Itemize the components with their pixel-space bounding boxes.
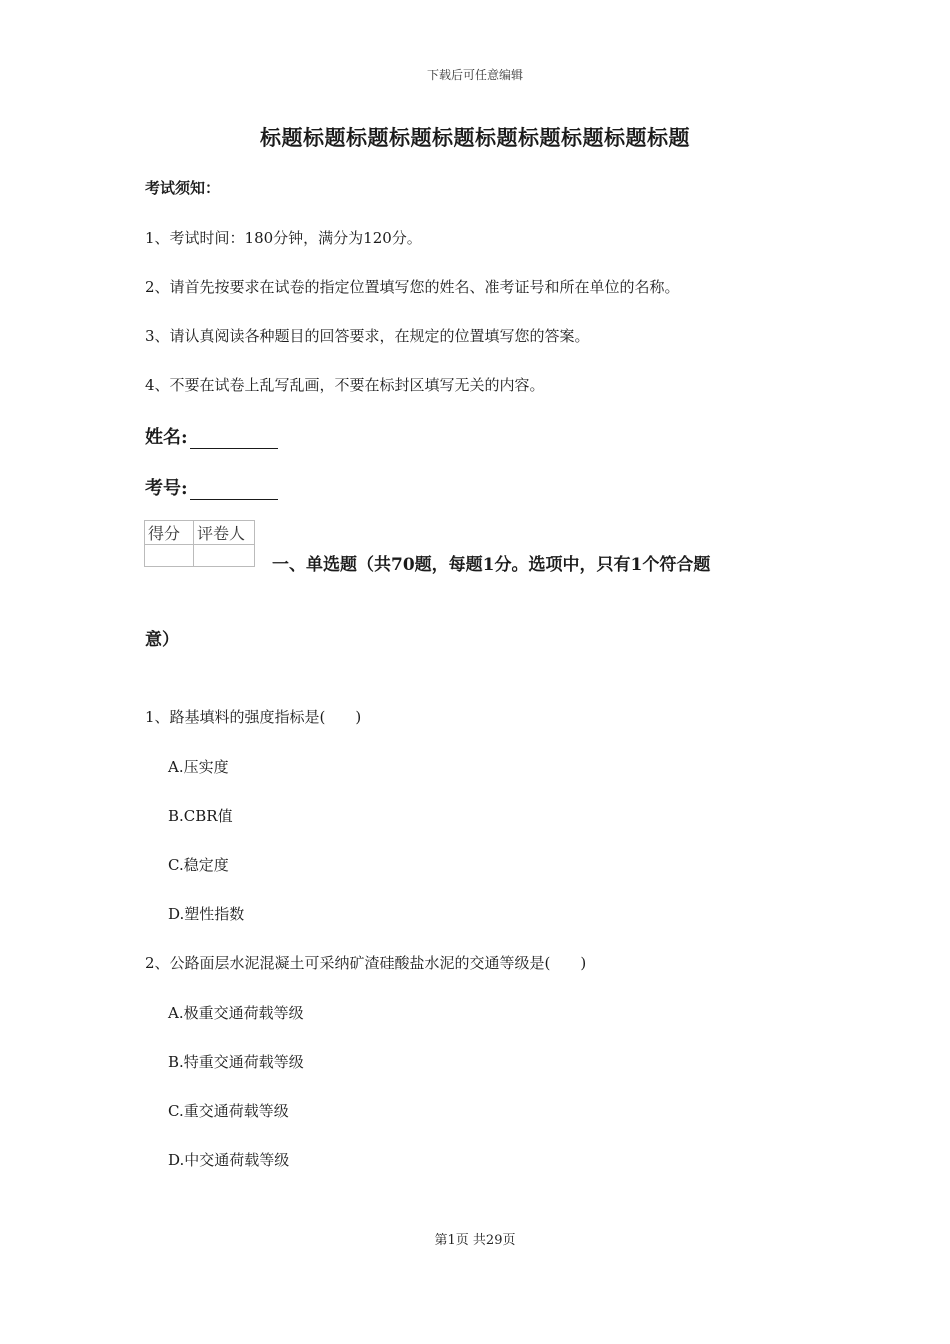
question-option: D.中交通荷载等级	[168, 1151, 290, 1169]
section-title: 一、单选题（共70题，每题1分。选项中，只有1个符合题	[272, 555, 711, 575]
notice-item: 3、请认真阅读各种题目的回答要求，在规定的位置填写您的答案。	[145, 327, 590, 345]
name-label: 姓名:	[145, 427, 188, 448]
notice-item: 1、考试时间：180分钟，满分为120分。	[145, 229, 422, 247]
grader-header: 评卷人	[194, 521, 255, 545]
question-option: B.CBR值	[168, 807, 233, 825]
question-option: D.塑性指数	[168, 905, 245, 923]
document-title: 标题标题标题标题标题标题标题标题标题标题	[260, 125, 690, 150]
question-text: 1、路基填料的强度指标是( )	[145, 708, 362, 726]
score-cell	[145, 545, 194, 567]
page-header: 下载后可任意编辑	[426, 68, 523, 82]
score-header: 得分	[145, 521, 194, 545]
notice-item: 4、不要在试卷上乱写乱画，不要在标封区填写无关的内容。	[145, 376, 545, 394]
notice-item: 2、请首先按要求在试卷的指定位置填写您的姓名、准考证号和所在单位的名称。	[145, 278, 680, 296]
question-text: 2、公路面层水泥混凝土可采纳矿渣硅酸盐水泥的交通等级是( )	[145, 954, 587, 972]
score-table	[144, 520, 255, 567]
question-option: A.极重交通荷载等级	[168, 1004, 304, 1022]
name-blank-line[interactable]	[190, 430, 278, 449]
grader-cell	[194, 545, 255, 567]
notice-heading: 考试须知：	[145, 179, 221, 197]
section-title-continued: 意）	[145, 630, 179, 650]
question-option: B.特重交通荷载等级	[168, 1053, 304, 1071]
name-field	[145, 423, 278, 449]
exam-id-blank-line[interactable]	[190, 481, 278, 500]
exam-id-label: 考号:	[145, 478, 188, 499]
page-footer: 第1页 共29页	[434, 1233, 516, 1248]
exam-id-field	[145, 474, 278, 500]
question-option: A.压实度	[168, 758, 229, 776]
question-option: C.重交通荷载等级	[168, 1102, 289, 1120]
question-option: C.稳定度	[168, 856, 229, 874]
